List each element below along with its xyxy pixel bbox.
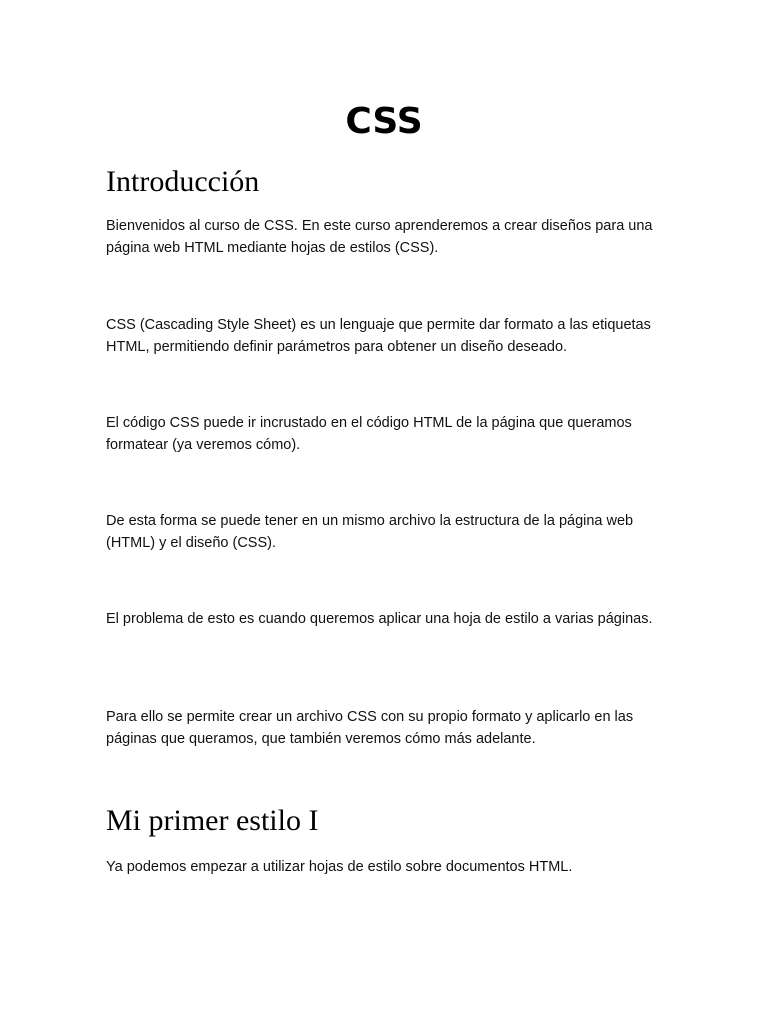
paragraph-problema: El problema de esto es cuando queremos aplicar una hoja de estilo a varias páginas. [106, 611, 653, 627]
paragraph-mismo-archivo: De esta forma se puede tener en un mismo archivo la estructura de la página web (HTML) y el diseño (CSS). [106, 513, 634, 551]
paragraph-css-definition: CSS (Cascading Style Sheet) es un lenguaje que permite dar formato a las etiquetas HTML, permitiendo definir parámetros para obtener un diseño deseado. [106, 317, 651, 355]
document-title: CSS [345, 101, 423, 142]
section-heading-mi-primer-estilo: Mi primer estilo I [106, 804, 319, 837]
paragraph-codigo-incrustado: El código CSS puede ir incrustado en el código HTML de la página que queramos formatear (ya veremos cómo). [106, 415, 632, 453]
paragraph-archivo-css: Para ello se permite crear un archivo CSS con su propio formato y aplicarlo en las páginas que queramos, que también veremos cómo más adelante. [106, 709, 634, 747]
paragraph-bienvenidos: Bienvenidos al curso de CSS. En este curso aprenderemos a crear diseños para una página web HTML mediante hojas de estilos (CSS). [106, 218, 653, 256]
section-heading-introduccion: Introducción [106, 165, 260, 198]
paragraph-ya-podemos: Ya podemos empezar a utilizar hojas de estilo sobre documentos HTML. [106, 859, 573, 875]
